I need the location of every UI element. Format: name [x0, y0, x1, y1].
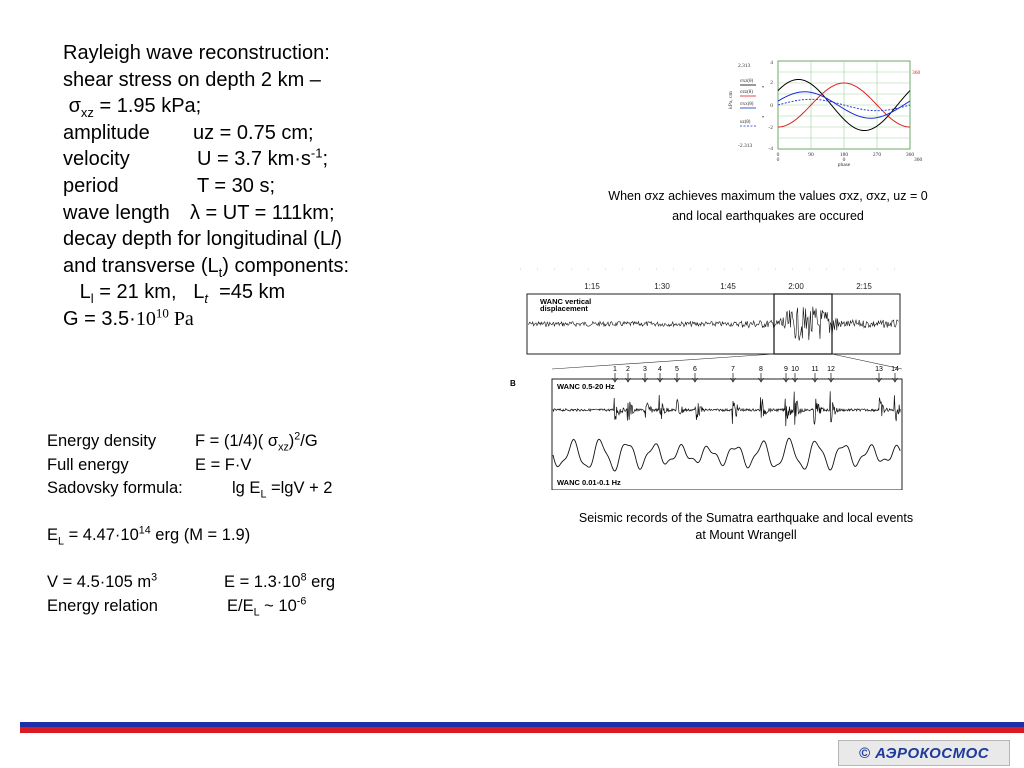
event-number: 8	[759, 366, 763, 373]
logo-text: © АЭРОКОСМОС	[858, 744, 990, 762]
sadovsky-formula: =lgV + 2	[271, 479, 333, 497]
full-energy-formula: E = F·V	[195, 455, 252, 474]
caption-top-line1: When σxz achieves maximum the values σxz, σxz, uz = 0	[608, 189, 928, 203]
ll-symbol: L	[79, 281, 91, 304]
event-arrow	[693, 373, 698, 382]
energy-unit: erg	[311, 573, 336, 591]
panel2-label: WANC 0.5-20 Hz	[557, 382, 615, 391]
event-arrow	[675, 373, 680, 382]
sadovsky-label: Sadovsky formula:	[47, 479, 183, 497]
event-arrow	[613, 373, 618, 382]
panel1-title-2: displacement	[540, 304, 588, 313]
event-arrow	[643, 373, 648, 382]
x-tick-360: 360	[905, 152, 915, 158]
params-line-sigma	[63, 93, 423, 120]
period-label: period	[63, 174, 119, 197]
y-tick-4: 4	[770, 60, 773, 66]
sigma-subscript: xz	[80, 105, 94, 121]
energy-density-exp: 2	[294, 430, 301, 443]
volume-value: V = 4.5·105 m	[47, 573, 152, 591]
event-arrow	[793, 373, 798, 382]
params-line-title	[63, 40, 423, 67]
sigma-symbol: σ	[68, 95, 81, 118]
sigma-value: = 1.95 kPa;	[99, 95, 202, 118]
params-line-velocity	[63, 146, 423, 173]
energy-block	[47, 430, 447, 618]
event-arrow	[658, 373, 663, 382]
period-value: T = 30 s;	[197, 174, 276, 197]
energy-relation-sub: L	[253, 605, 260, 618]
energy-line-volume	[47, 571, 447, 595]
velocity-exponent: -1	[310, 145, 323, 161]
x-axis-label: phase	[837, 162, 851, 167]
panel1-title-1: WANC vertical	[540, 297, 592, 306]
g-power-base: 10	[135, 307, 156, 330]
footer-rule-red	[20, 727, 1024, 733]
full-energy-label: Full energy	[47, 455, 129, 474]
event-number: 6	[693, 366, 697, 373]
event-markers	[613, 366, 899, 382]
el-subscript: L	[58, 535, 64, 548]
params-line-wavelength	[63, 200, 423, 227]
sadovsky-sub: L	[260, 488, 267, 501]
phase-stress-chart	[728, 57, 938, 167]
connector-left	[552, 354, 774, 369]
y-tick-m2: -2	[768, 125, 773, 131]
seismogram-figure	[510, 265, 910, 490]
el-symbol: E	[47, 526, 59, 544]
energy-line-relation	[47, 595, 447, 619]
event-arrow	[626, 373, 631, 382]
energy-density-formula: F = (1/4)( σ	[195, 432, 279, 450]
event-arrow	[813, 373, 818, 382]
event-number: 4	[658, 366, 662, 373]
legend-uz: uz(θ)	[740, 120, 751, 125]
energy-exponent: 8	[300, 571, 307, 584]
g-exponent: 10	[155, 305, 169, 321]
x-bottom-mid: 0	[842, 157, 846, 163]
time-1-30: 1:30	[654, 282, 670, 291]
params-line-transverse	[63, 253, 423, 280]
velocity-value: U = 3.7 km·s	[197, 148, 311, 171]
decay-depth-paren: )	[335, 228, 343, 251]
transverse-components: ) components:	[222, 254, 349, 277]
event-number: 9	[784, 366, 788, 373]
transverse-subscript: t	[218, 264, 223, 280]
event-number: 10	[791, 366, 799, 373]
params-line-g	[63, 306, 423, 333]
energy-line-el	[47, 524, 447, 548]
x-tick-0: 0	[776, 152, 780, 158]
el-value: = 4.47·10	[68, 526, 139, 544]
wavelength-value: λ = UT = 111km;	[190, 201, 335, 224]
volume-exponent: 3	[151, 571, 158, 584]
wave-parameters-block	[63, 40, 423, 333]
decay-depth-label: decay depth for longitudinal (L	[63, 228, 331, 251]
params-line-decay	[63, 226, 423, 253]
shear-stress-label: shear stress on depth 2 km –	[63, 68, 321, 91]
energy-density-label: Energy density	[47, 432, 157, 450]
energy-density-sub: xz	[278, 441, 289, 454]
energy-line-full	[47, 454, 447, 478]
side-letter: B	[510, 379, 516, 388]
params-title: Rayleigh wave reconstruction:	[63, 42, 330, 64]
x-bottom-left: 0	[776, 157, 780, 163]
energy-density-g: /G	[300, 432, 318, 450]
event-arrow	[893, 373, 898, 382]
sadovsky-lg: lg E	[232, 479, 261, 497]
params-line-shear	[63, 67, 423, 94]
time-1-15: 1:15	[584, 282, 600, 291]
chart-legend	[740, 79, 764, 126]
event-arrow	[759, 373, 764, 382]
velocity-label: velocity	[63, 148, 130, 171]
velocity-semicolon: ;	[322, 148, 329, 171]
energy-relation-e: E/E	[227, 596, 254, 615]
event-arrow	[877, 373, 882, 382]
el-magnitude: erg (M = 1.9)	[155, 526, 251, 544]
event-number: 2	[626, 366, 630, 373]
g-unit: Pa	[173, 307, 194, 330]
event-number: 7	[731, 366, 735, 373]
amplitude-value: uz = 0.75 cm;	[193, 121, 314, 144]
caption-bottom-line2: at Mount Wrangell	[695, 528, 797, 542]
transverse-label: and transverse (L	[63, 254, 219, 277]
event-arrow	[731, 373, 736, 382]
y-ticks	[768, 60, 773, 152]
energy-line-sadovsky	[47, 477, 447, 501]
legend-sigma-xz: σxz(θ)	[740, 79, 754, 84]
event-arrow	[784, 373, 789, 382]
decay-depth-subscript: l	[330, 228, 336, 251]
trace-low-frequency	[553, 438, 900, 471]
caption-top	[560, 186, 976, 226]
right-top-label: 360	[912, 70, 921, 76]
panel3-label: WANC 0.01-0.1 Hz	[557, 478, 621, 487]
caption-bottom-line1: Seismic records of the Sumatra earthquake and local events	[578, 511, 914, 525]
time-labels	[584, 282, 872, 291]
y-axis-unit: kPa, cm	[728, 91, 734, 109]
energy-relation-label: Energy relation	[47, 596, 158, 615]
legend-dot-2: •	[762, 115, 765, 121]
el-exponent: 14	[138, 524, 151, 537]
energy-relation-exp: -6	[296, 595, 307, 607]
lt-subscript: t	[204, 291, 208, 307]
wavelength-label: wave length	[63, 201, 170, 224]
energy-spacer-1	[47, 501, 447, 525]
x-tick-270: 270	[872, 152, 882, 158]
lt-symbol: L	[193, 281, 205, 304]
event-number: 12	[827, 366, 835, 373]
event-arrow	[829, 373, 834, 382]
event-number: 11	[811, 366, 819, 373]
g-value: G = 3.5·	[63, 307, 136, 330]
y-side-top: 2.313	[738, 63, 751, 69]
event-number: 1	[613, 366, 617, 373]
aerokosmos-logo	[838, 740, 1010, 766]
energy-spacer-2	[47, 548, 447, 572]
params-line-lengths	[63, 279, 423, 306]
event-number: 14	[891, 366, 899, 373]
ll-subscript: l	[90, 291, 94, 307]
amplitude-label: amplitude	[63, 121, 150, 144]
y-tick-0: 0	[770, 103, 773, 109]
event-number: 5	[675, 366, 679, 373]
time-2-00: 2:00	[788, 282, 804, 291]
caption-bottom	[540, 510, 952, 544]
energy-relation-value: ~ 10	[264, 596, 297, 615]
x-tick-180: 180	[839, 152, 849, 158]
time-2-15: 2:15	[856, 282, 872, 291]
panel-filtered	[552, 379, 902, 490]
caption-top-line2: and local earthquakes are occured	[672, 209, 864, 223]
params-line-period	[63, 173, 423, 200]
legend-dot-1: •	[762, 85, 765, 91]
energy-density-paren: )	[288, 432, 295, 450]
legend-sigma-xx: σxx(θ)	[740, 102, 754, 107]
trace-high-frequency	[553, 391, 900, 426]
legend-sigma-zz: σzz(θ)	[740, 90, 753, 95]
lt-value: =45 km	[219, 281, 286, 304]
energy-line-density	[47, 430, 447, 454]
y-side-bottom: -2.313	[738, 143, 753, 149]
event-number: 3	[643, 366, 647, 373]
y-tick-2: 2	[770, 80, 773, 86]
event-number: 13	[875, 366, 883, 373]
time-1-45: 1:45	[720, 282, 736, 291]
energy-value: E = 1.3·10	[224, 573, 301, 591]
ll-value: = 21 km,	[99, 281, 177, 304]
x-right-bottom: 360	[914, 157, 923, 163]
y-tick-m4: -4	[768, 146, 773, 152]
x-tick-90: 90	[808, 152, 814, 158]
params-line-amplitude	[63, 120, 423, 147]
